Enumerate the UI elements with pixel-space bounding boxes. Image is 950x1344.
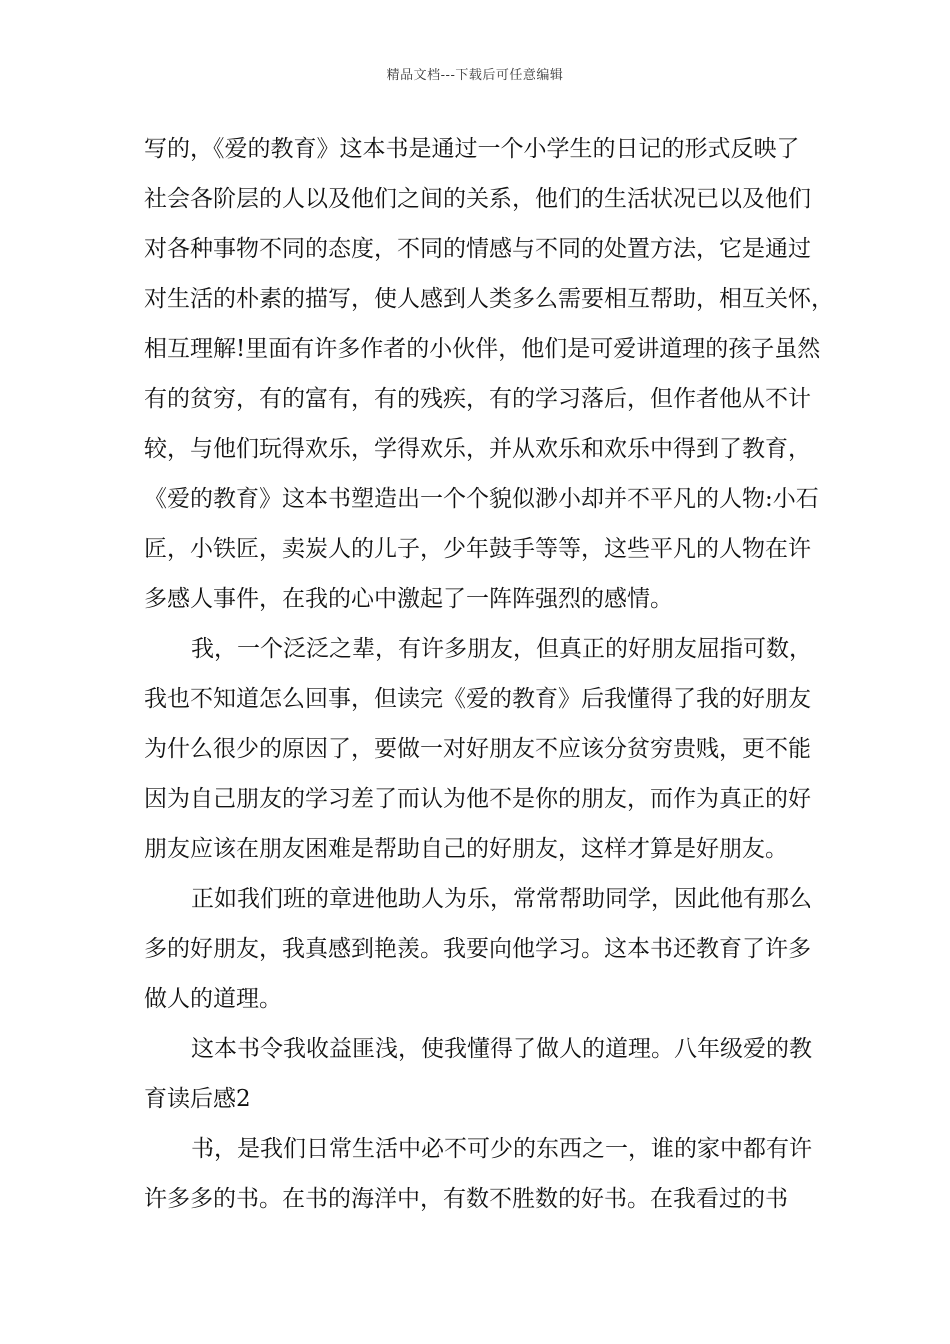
paragraph <box>144 874 814 1024</box>
text-line: 多的好朋友，我真感到艳羡。我要向他学习。这本书还教育了许多 <box>144 936 811 962</box>
text-line: 因为自己朋友的学习差了而认为他不是你的朋友，而作为真正的好 <box>144 786 811 812</box>
text-line: 朋友应该在朋友困难是帮助自己的好朋友，这样才算是好朋友。 <box>144 836 788 862</box>
text-line: 《爱的教育》这本书塑造出一个个貌似渺小却并不平凡的人物:小石 <box>144 486 819 512</box>
text-line: 写的，《爱的教育》这本书是通过一个小学生的日记的形式反映了 <box>144 136 800 162</box>
paragraph <box>144 1124 814 1224</box>
text-line: 相互理解!里面有许多作者的小伙伴，他们是可爱讲道理的孩子虽然 <box>144 336 821 362</box>
text-line: 对各种事物不同的态度，不同的情感与不同的处置方法，它是通过 <box>144 236 811 262</box>
paragraph <box>144 624 814 874</box>
text-line: 较，与他们玩得欢乐，学得欢乐，并从欢乐和欢乐中得到了教育， <box>144 436 811 462</box>
text-line: 社会各阶层的人以及他们之间的关系，他们的生活状况已以及他们 <box>144 186 811 212</box>
text-line: 育读后感2 <box>144 1086 251 1112</box>
text-line: 对生活的朴素的描写，使人感到人类多么需要相互帮助，相互关怀， <box>144 286 834 312</box>
text-line: 这本书令我收益匪浅，使我懂得了做人的道理。八年级爱的教 <box>191 1036 812 1062</box>
paragraph <box>144 1024 814 1124</box>
text-line: 正如我们班的章进他助人为乐，常常帮助同学，因此他有那么 <box>191 886 812 912</box>
text-line: 书，是我们日常生活中必不可少的东西之一，谁的家中都有许 <box>191 1136 812 1162</box>
paragraph <box>144 124 834 624</box>
page-header: 精品文档---下载后可任意编辑 <box>386 68 564 83</box>
text-line: 我也不知道怎么回事，但读完《爱的教育》后我懂得了我的好朋友 <box>144 686 811 712</box>
document-body <box>144 124 834 1224</box>
text-line: 为什么很少的原因了，要做一对好朋友不应该分贫穷贵贱，更不能 <box>144 736 811 762</box>
text-line: 我，一个泛泛之辈，有许多朋友，但真正的好朋友屈指可数， <box>191 636 812 662</box>
text-line: 匠，小铁匠，卖炭人的儿子，少年鼓手等等，这些平凡的人物在许 <box>144 536 811 562</box>
text-line: 有的贫穷，有的富有，有的残疾，有的学习落后，但作者他从不计 <box>144 386 811 412</box>
text-line: 做人的道理。 <box>144 986 282 1012</box>
text-line: 多感人事件，在我的心中激起了一阵阵强烈的感情。 <box>144 586 673 612</box>
text-line: 许多多的书。在书的海洋中，有数不胜数的好书。在我看过的书 <box>144 1186 788 1212</box>
